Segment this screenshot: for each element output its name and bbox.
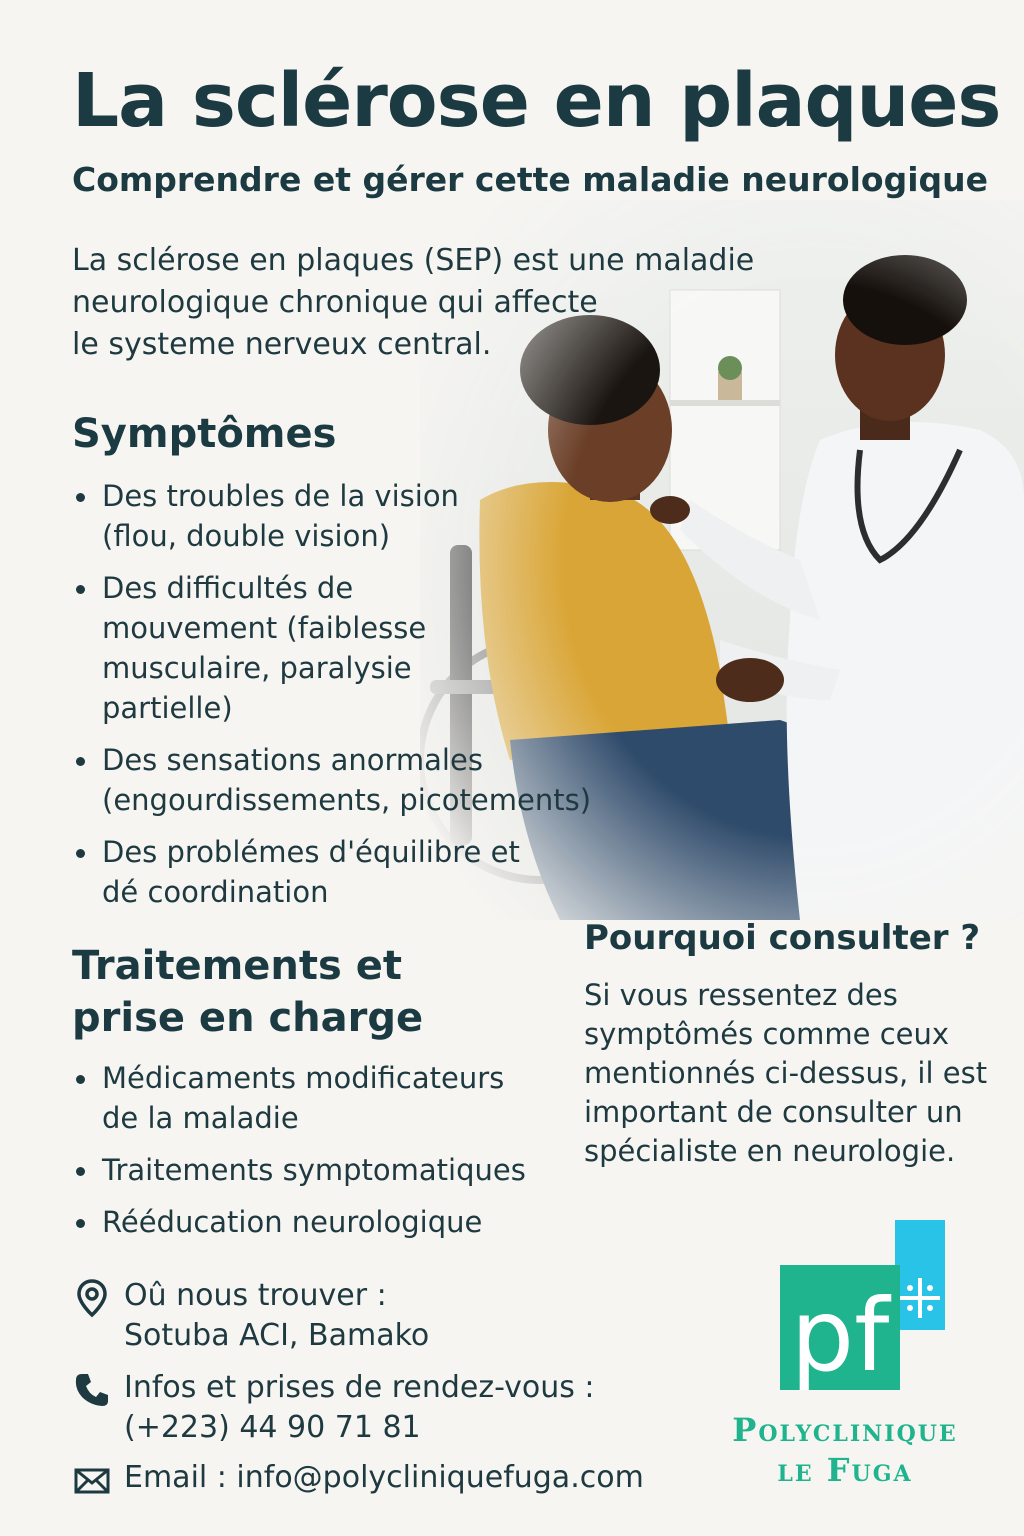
phone-icon [72, 1370, 112, 1410]
polyclinique-logo [700, 1220, 990, 1510]
consult-heading: Pourquoi consulter ? [584, 918, 981, 958]
logo-mark [780, 1220, 950, 1390]
list-item: Traitements symptomatiques [72, 1150, 552, 1190]
list-item: Des troubles de la vision (flou, double vision) [72, 476, 502, 556]
phone-label: Infos et prises de rendez-vous : [124, 1370, 595, 1405]
consult-paragraph: Si vous ressentez des symptômés comme ceux mentionnés ci-dessus, il est important de consulter un spécialiste en neurologie. [584, 978, 988, 1168]
phone-info [72, 1368, 692, 1448]
list-item: Des problémes d'équilibre et dé coordination [72, 832, 522, 912]
location-value: Sotuba ACI, Bamako [124, 1318, 430, 1353]
symptoms-list [72, 476, 592, 924]
intro-line: La sclérose en plaques (SEP) est une maladie [72, 243, 755, 278]
logo-letters: pf [790, 1277, 890, 1390]
logo-name [700, 1410, 990, 1490]
location-pin-icon [72, 1278, 112, 1318]
treatments-list [72, 1058, 552, 1254]
list-item: Médicaments modificateurs de la maladie [72, 1058, 542, 1138]
email-link[interactable]: Email : info@polycliniquefuga.com [124, 1460, 644, 1495]
location-info [72, 1276, 692, 1356]
treatments-heading: Traitements et prise en charge [72, 943, 424, 1041]
list-item: Des difficultés de mouvement (faiblesse musculaire, paralysie partielle) [72, 568, 462, 728]
list-item: Rééducation neurologique [72, 1202, 552, 1242]
email-info [72, 1458, 692, 1500]
page-subtitle: Comprendre et gérer cette maladie neurologique [72, 160, 989, 199]
page-title: La sclérose en plaques [72, 58, 1001, 144]
symptoms-heading: Symptômes [72, 411, 337, 457]
intro-line: neurologique chronique qui affecte [72, 285, 598, 320]
envelope-icon [72, 1460, 112, 1500]
intro-paragraph [72, 240, 832, 366]
phone-value[interactable]: (+223) 44 90 71 81 [124, 1410, 421, 1445]
logo-name-line: Polyclinique [732, 1411, 958, 1449]
list-item: Des sensations anormales (engourdissements, picotements) [72, 740, 602, 820]
intro-line: le systeme nerveux central. [72, 327, 492, 362]
location-label: Oû nous trouver : [124, 1278, 387, 1313]
logo-name-line: le Fuga [777, 1451, 913, 1489]
